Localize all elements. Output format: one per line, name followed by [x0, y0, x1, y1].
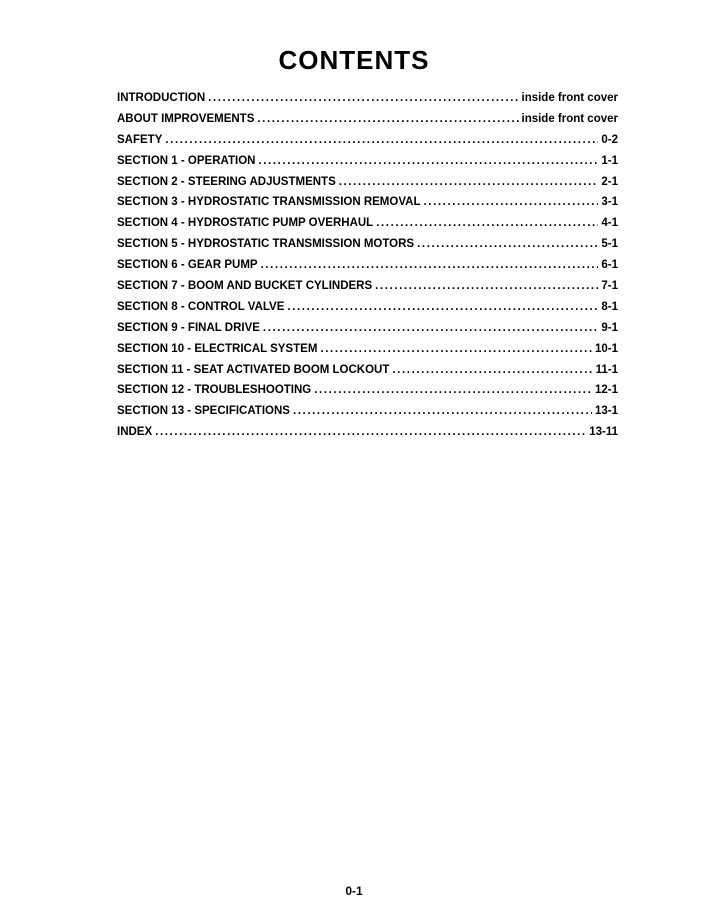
- toc-entry-label: SECTION 4 - HYDROSTATIC PUMP OVERHAUL: [117, 217, 374, 230]
- toc-entry-page: 0-2: [601, 133, 618, 146]
- toc-entry-page: inside front cover: [521, 92, 618, 104]
- dot-leader: [165, 134, 598, 146]
- toc-entry-page: 6-1: [601, 259, 618, 272]
- dot-leader: [155, 426, 586, 438]
- dot-leader: [257, 113, 518, 125]
- toc-entry-section-5[interactable]: [117, 238, 618, 259]
- toc-entry-page: 3-1: [601, 196, 618, 209]
- toc-entry-section-9[interactable]: [117, 322, 618, 343]
- dot-leader: [320, 343, 592, 355]
- toc-entry-page: 8-1: [601, 300, 618, 313]
- toc-entry-page: 7-1: [601, 280, 618, 293]
- dot-leader: [339, 176, 599, 188]
- dot-leader: [208, 92, 518, 104]
- toc-entry-page: 9-1: [601, 321, 618, 334]
- toc-entry-section-6[interactable]: [117, 259, 618, 280]
- toc-entry-label: SECTION 5 - HYDROSTATIC TRANSMISSION MOTORS: [117, 238, 415, 251]
- dot-leader: [392, 364, 592, 376]
- toc-entry-page: 10-1: [594, 342, 618, 355]
- toc-entry-label: SECTION 8 - CONTROL VALVE: [117, 300, 285, 313]
- toc-entry-section-2[interactable]: [117, 176, 618, 197]
- toc-entry-page: 1-1: [601, 154, 618, 167]
- toc-entry-about-improvements[interactable]: [117, 113, 618, 134]
- toc-entry-label: INTRODUCTION: [117, 92, 206, 104]
- toc-entry-page: 13-11: [589, 426, 618, 439]
- dot-leader: [287, 301, 598, 313]
- dot-leader: [258, 155, 598, 167]
- table-of-contents: [117, 92, 618, 447]
- toc-entry-section-7[interactable]: [117, 280, 618, 301]
- toc-entry-section-11[interactable]: [117, 364, 618, 385]
- dot-leader: [293, 405, 592, 417]
- toc-entry-page: inside front cover: [521, 112, 618, 125]
- dot-leader: [314, 384, 592, 396]
- dot-leader: [263, 322, 598, 334]
- toc-entry-page: 12-1: [594, 384, 618, 397]
- dot-leader: [375, 280, 598, 292]
- toc-entry-section-3[interactable]: [117, 196, 618, 217]
- toc-entry-safety[interactable]: [117, 134, 618, 155]
- toc-entry-page: 4-1: [601, 217, 618, 230]
- toc-entry-label: SECTION 12 - TROUBLESHOOTING: [117, 384, 312, 397]
- dot-leader: [423, 196, 598, 208]
- toc-entry-section-10[interactable]: [117, 343, 618, 364]
- toc-entry-section-12[interactable]: [117, 384, 618, 405]
- dot-leader: [417, 238, 598, 250]
- toc-entry-section-8[interactable]: [117, 301, 618, 322]
- page-number: 0-1: [345, 884, 363, 898]
- toc-entry-label: SECTION 11 - SEAT ACTIVATED BOOM LOCKOUT: [117, 363, 390, 376]
- toc-entry-label: INDEX: [117, 426, 153, 439]
- toc-entry-page: 11-1: [595, 363, 618, 376]
- toc-entry-label: SECTION 2 - STEERING ADJUSTMENTS: [117, 175, 336, 188]
- toc-entry-label: SECTION 1 - OPERATION: [117, 154, 256, 167]
- toc-entry-index[interactable]: [117, 426, 618, 447]
- toc-entry-page: 13-1: [594, 405, 618, 418]
- toc-entry-label: SECTION 9 - FINAL DRIVE: [117, 321, 260, 334]
- toc-entry-label: SECTION 3 - HYDROSTATIC TRANSMISSION REMOVAL: [117, 196, 421, 209]
- toc-entry-label: SECTION 13 - SPECIFICATIONS: [117, 405, 290, 418]
- toc-entry-section-13[interactable]: [117, 405, 618, 426]
- dot-leader: [376, 217, 598, 229]
- toc-entry-section-1[interactable]: [117, 155, 618, 176]
- toc-entry-label: ABOUT IMPROVEMENTS: [117, 112, 255, 125]
- toc-entry-introduction[interactable]: [117, 92, 618, 113]
- page-title: CONTENTS: [278, 45, 430, 75]
- toc-entry-label: SECTION 6 - GEAR PUMP: [117, 259, 258, 272]
- toc-entry-section-4[interactable]: [117, 217, 618, 238]
- toc-entry-label: SECTION 7 - BOOM AND BUCKET CYLINDERS: [117, 280, 373, 293]
- dot-leader: [261, 259, 599, 271]
- toc-entry-label: SAFETY: [117, 133, 163, 146]
- toc-entry-page: 5-1: [601, 238, 618, 251]
- toc-entry-page: 2-1: [601, 175, 618, 188]
- toc-entry-label: SECTION 10 - ELECTRICAL SYSTEM: [117, 342, 318, 355]
